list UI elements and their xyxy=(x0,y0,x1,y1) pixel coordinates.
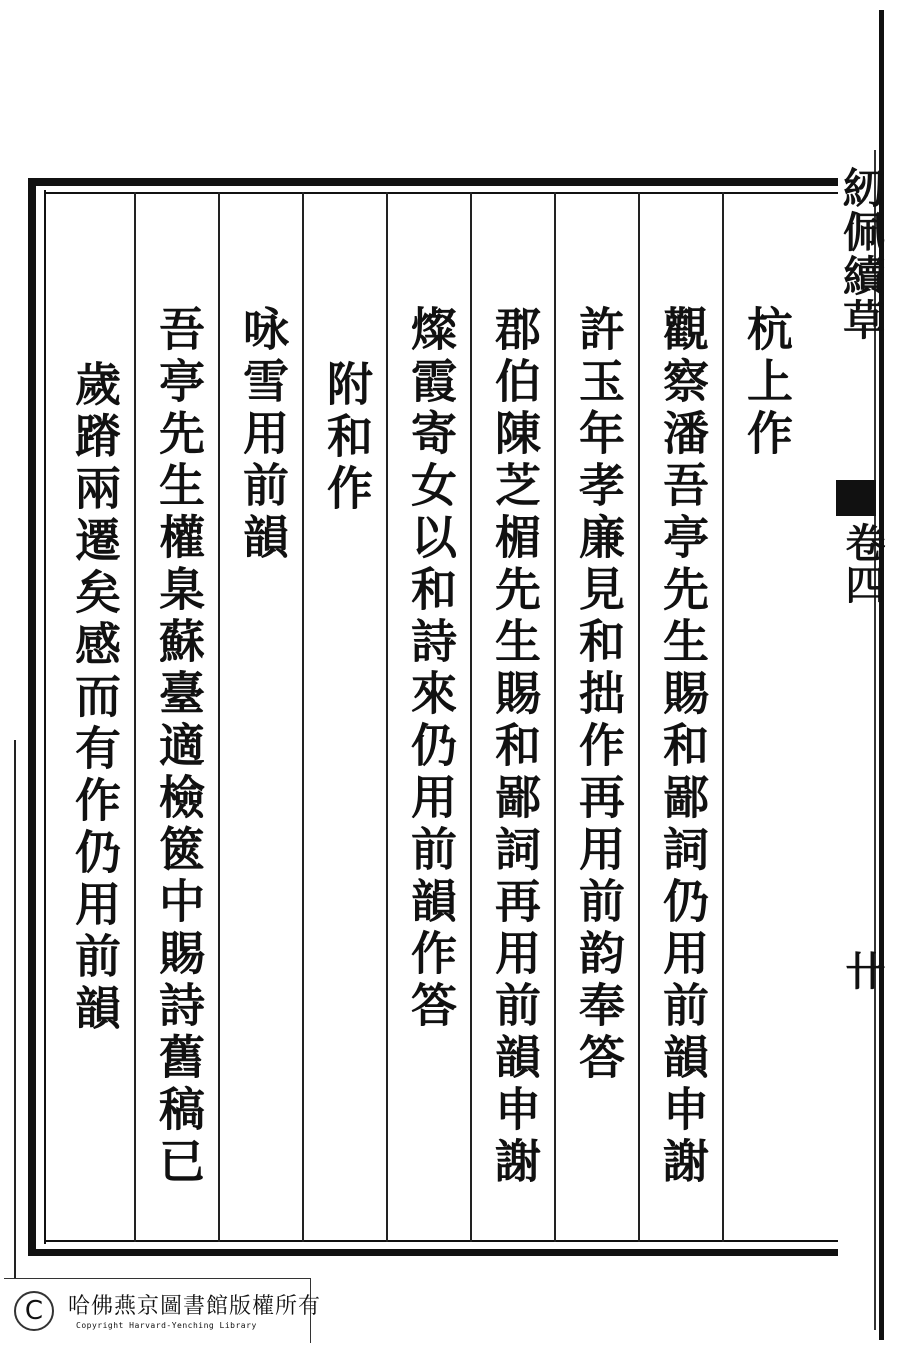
column-rule xyxy=(722,192,724,1242)
column-rule xyxy=(302,192,304,1242)
copyright-icon: C xyxy=(14,1291,54,1331)
column-rule xyxy=(638,192,640,1242)
frame-inner-left xyxy=(44,190,46,1244)
text-column: 杭上作 xyxy=(740,305,794,461)
text-column: 燦霞寄女以和詩來仍用前韻作答 xyxy=(404,305,458,1033)
text-column: 歲蹐兩遷矣感而有作仍用前韻 xyxy=(68,360,122,1036)
text-column: 郡伯陳芝楣先生賜和鄙詞再用前韻申謝 xyxy=(488,305,542,1189)
frame-inner-bottom xyxy=(44,1240,838,1242)
book-title: 紉佩續草 xyxy=(837,166,886,342)
text-column: 吾亭先生權臬蘇臺適檢篋中賜詩舊稿已 xyxy=(152,305,206,1189)
fish-tail-mark xyxy=(836,480,876,516)
copyright-text-en: Copyright Harvard-Yenching Library xyxy=(76,1321,257,1330)
text-column: 許玉年孝廉見和拙作再用前韵奉答 xyxy=(572,305,626,1085)
scan-edge-left xyxy=(14,740,16,1300)
page-number: 卄 xyxy=(839,950,886,990)
text-column: 附和作 xyxy=(320,360,374,516)
frame-inner-top xyxy=(44,192,838,194)
fore-edge xyxy=(836,150,886,1300)
column-rule xyxy=(470,192,472,1242)
copyright-text-cn: 哈佛燕京圖書館版權所有 xyxy=(68,1294,322,1319)
column-rule xyxy=(554,192,556,1242)
copyright-stamp xyxy=(4,1278,322,1343)
volume-label: 卷四 xyxy=(839,522,886,606)
column-rule xyxy=(134,192,136,1242)
text-column: 咏雪用前韻 xyxy=(236,305,290,565)
column-rule xyxy=(386,192,388,1242)
column-rule xyxy=(218,192,220,1242)
text-column: 觀察潘吾亭先生賜和鄙詞仍用前韻申謝 xyxy=(656,305,710,1189)
